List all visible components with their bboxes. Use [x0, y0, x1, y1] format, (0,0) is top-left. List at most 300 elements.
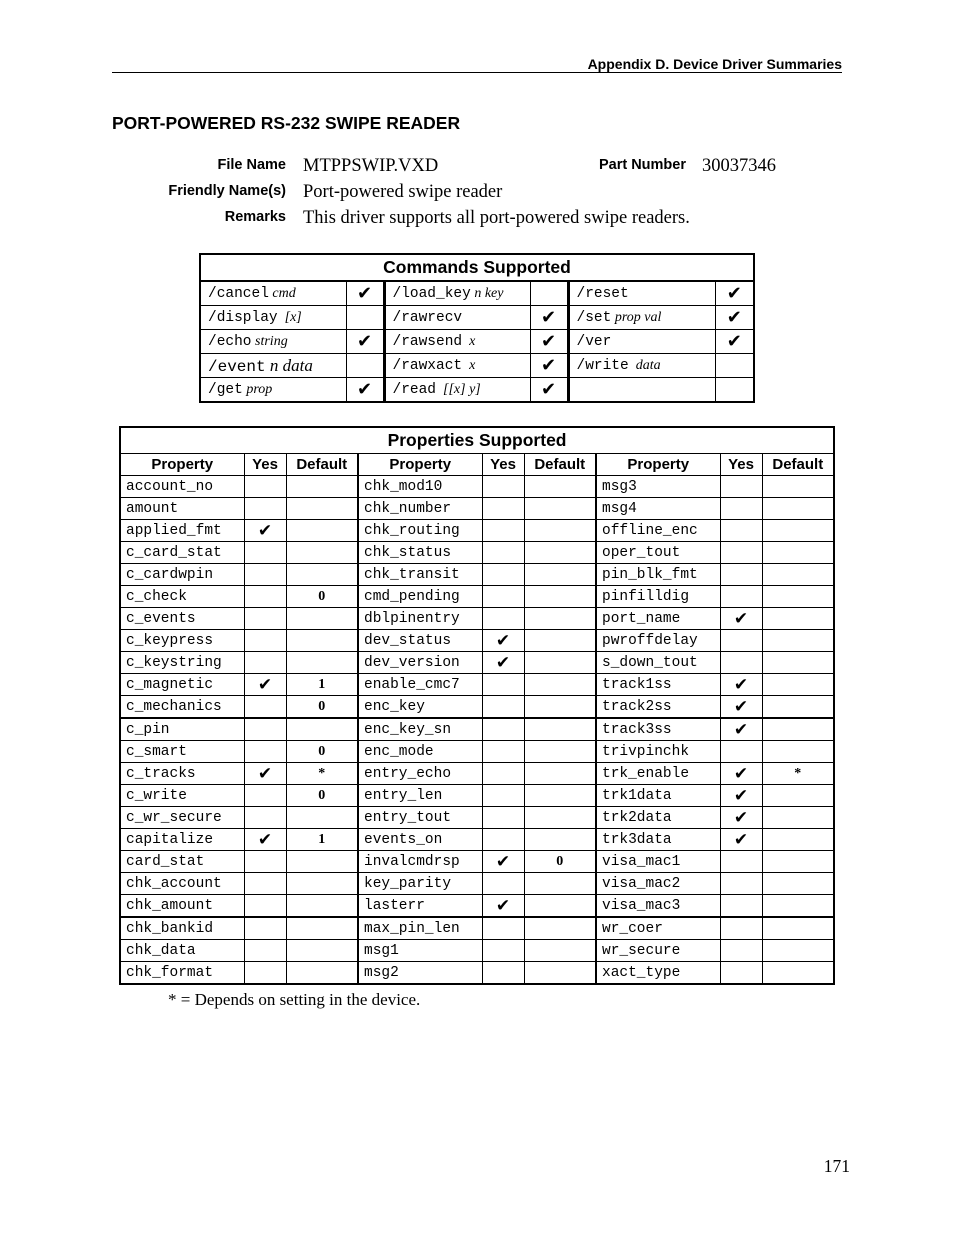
property-default — [762, 851, 834, 873]
property-yes — [720, 851, 762, 873]
column-header: Property — [120, 454, 244, 476]
property-yes — [244, 962, 286, 985]
property-name: track3ss — [596, 718, 720, 741]
property-yes — [244, 807, 286, 829]
property-name: entry_len — [358, 785, 482, 807]
property-yes — [720, 476, 762, 498]
property-default — [286, 630, 358, 652]
property-default — [286, 476, 358, 498]
property-yes: ✔ — [244, 674, 286, 696]
command-args: [x] — [277, 310, 302, 325]
property-yes — [244, 630, 286, 652]
property-name: port_name — [596, 608, 720, 630]
property-default: * — [286, 763, 358, 785]
check-mark: ✔ — [530, 306, 568, 330]
property-yes: ✔ — [720, 608, 762, 630]
property-row — [120, 608, 834, 630]
property-name: c_pin — [120, 718, 244, 741]
file-name-label: File Name — [217, 157, 286, 173]
property-name: enc_key — [358, 696, 482, 719]
command-cell — [568, 354, 715, 378]
commands-table — [199, 253, 755, 403]
property-name: chk_transit — [358, 564, 482, 586]
check-mark: ✔ — [346, 330, 384, 354]
command-cell — [568, 378, 715, 403]
column-header: Default — [524, 454, 596, 476]
section-title: PORT-POWERED RS-232 SWIPE READER — [112, 113, 461, 133]
command-name: /rawrecv — [392, 310, 463, 326]
property-yes — [482, 586, 524, 608]
property-default — [286, 895, 358, 918]
command-name: /reset — [576, 286, 629, 302]
property-yes — [482, 873, 524, 895]
property-name: visa_mac1 — [596, 851, 720, 873]
page-number: 171 — [823, 1156, 850, 1176]
property-name: oper_tout — [596, 542, 720, 564]
property-default — [524, 718, 596, 741]
footnote: * = Depends on setting in the device. — [168, 990, 421, 1009]
property-default — [762, 873, 834, 895]
check-mark — [715, 354, 754, 378]
property-default — [524, 895, 596, 918]
property-default — [762, 498, 834, 520]
command-cell — [384, 306, 530, 330]
property-default — [524, 564, 596, 586]
property-default: 0 — [286, 741, 358, 763]
command-cell — [200, 306, 346, 330]
friendly-name-label: Friendly Name(s) — [168, 183, 286, 199]
property-default — [762, 608, 834, 630]
property-name: c_magnetic — [120, 674, 244, 696]
check-mark: ✔ — [346, 378, 384, 403]
property-name: track1ss — [596, 674, 720, 696]
command-args: cmd — [268, 286, 296, 301]
property-row — [120, 785, 834, 807]
property-default — [286, 498, 358, 520]
property-yes — [244, 586, 286, 608]
property-yes — [244, 608, 286, 630]
property-yes — [720, 630, 762, 652]
property-default: 0 — [286, 696, 358, 719]
property-yes — [244, 476, 286, 498]
property-default: 1 — [286, 829, 358, 851]
property-yes — [482, 608, 524, 630]
property-yes — [482, 718, 524, 741]
check-mark — [346, 354, 384, 378]
property-default — [524, 741, 596, 763]
property-yes — [720, 586, 762, 608]
property-row — [120, 652, 834, 674]
property-default — [524, 608, 596, 630]
property-row — [120, 807, 834, 829]
column-header: Yes — [720, 454, 762, 476]
property-default — [286, 807, 358, 829]
command-args: [[x] y] — [436, 382, 481, 397]
property-default — [762, 564, 834, 586]
property-name: pwroffdelay — [596, 630, 720, 652]
property-default — [286, 962, 358, 985]
property-default — [524, 917, 596, 940]
property-row — [120, 763, 834, 785]
command-name: /event — [208, 357, 266, 376]
property-yes — [244, 696, 286, 719]
property-row — [120, 718, 834, 741]
command-args: data — [628, 358, 661, 373]
property-yes — [482, 741, 524, 763]
property-yes — [482, 962, 524, 985]
property-yes: ✔ — [720, 718, 762, 741]
property-yes — [244, 564, 286, 586]
property-yes: ✔ — [482, 630, 524, 652]
property-name: c_write — [120, 785, 244, 807]
property-name: c_wr_secure — [120, 807, 244, 829]
property-name: amount — [120, 498, 244, 520]
command-cell — [200, 354, 346, 378]
check-mark: ✔ — [530, 330, 568, 354]
property-row — [120, 851, 834, 873]
property-row — [120, 895, 834, 918]
command-cell — [200, 281, 346, 306]
property-name: chk_status — [358, 542, 482, 564]
property-yes — [482, 520, 524, 542]
property-row — [120, 520, 834, 542]
property-yes — [720, 895, 762, 918]
property-yes — [244, 785, 286, 807]
property-default — [524, 873, 596, 895]
property-name: msg3 — [596, 476, 720, 498]
property-row — [120, 542, 834, 564]
command-args: prop val — [611, 310, 662, 325]
property-name: dev_version — [358, 652, 482, 674]
property-name: trivpinchk — [596, 741, 720, 763]
property-yes — [720, 741, 762, 763]
property-yes: ✔ — [720, 785, 762, 807]
property-yes — [482, 785, 524, 807]
column-header: Yes — [244, 454, 286, 476]
property-default: 0 — [286, 785, 358, 807]
command-args: x — [462, 334, 476, 349]
property-default — [286, 564, 358, 586]
property-name: chk_mod10 — [358, 476, 482, 498]
property-yes — [482, 476, 524, 498]
properties-header-row — [120, 454, 834, 476]
property-row — [120, 962, 834, 985]
property-yes — [482, 564, 524, 586]
command-row — [200, 378, 754, 403]
property-default — [286, 718, 358, 741]
command-cell — [568, 281, 715, 306]
property-name: card_stat — [120, 851, 244, 873]
property-name: msg2 — [358, 962, 482, 985]
command-row — [200, 330, 754, 354]
column-header: Default — [286, 454, 358, 476]
property-name: s_down_tout — [596, 652, 720, 674]
property-default — [762, 476, 834, 498]
property-name: enc_key_sn — [358, 718, 482, 741]
property-row — [120, 674, 834, 696]
property-name: c_mechanics — [120, 696, 244, 719]
command-name: /get — [208, 382, 243, 398]
command-name: /ver — [576, 334, 612, 350]
property-yes — [244, 851, 286, 873]
property-name: chk_number — [358, 498, 482, 520]
property-default — [524, 630, 596, 652]
property-default — [286, 873, 358, 895]
property-default — [524, 520, 596, 542]
command-args: n data — [265, 355, 313, 375]
property-name: trk1data — [596, 785, 720, 807]
property-default — [524, 674, 596, 696]
property-yes — [720, 940, 762, 962]
property-name: enc_mode — [358, 741, 482, 763]
property-yes: ✔ — [720, 674, 762, 696]
property-default — [524, 652, 596, 674]
property-yes — [482, 807, 524, 829]
property-default — [762, 696, 834, 719]
property-name: chk_account — [120, 873, 244, 895]
property-yes: ✔ — [244, 520, 286, 542]
command-args: n key — [470, 286, 504, 301]
property-default — [762, 741, 834, 763]
property-name: c_keystring — [120, 652, 244, 674]
property-default — [762, 829, 834, 851]
property-yes — [482, 829, 524, 851]
property-default — [762, 917, 834, 940]
property-name: offline_enc — [596, 520, 720, 542]
property-yes — [244, 498, 286, 520]
property-row — [120, 917, 834, 940]
property-name: applied_fmt — [120, 520, 244, 542]
command-name: /load_key — [392, 286, 471, 302]
check-mark: ✔ — [530, 378, 568, 403]
property-name: dev_status — [358, 630, 482, 652]
running-header: Appendix D. Device Driver Summaries — [587, 56, 842, 72]
property-default — [762, 940, 834, 962]
property-name: c_smart — [120, 741, 244, 763]
property-default — [524, 586, 596, 608]
property-name: c_check — [120, 586, 244, 608]
command-name: /write — [576, 358, 629, 374]
property-default: 0 — [286, 586, 358, 608]
property-default: 0 — [524, 851, 596, 873]
check-mark — [715, 378, 754, 403]
property-default — [762, 542, 834, 564]
part-number-label: Part Number — [598, 157, 686, 173]
command-name: /read — [392, 382, 437, 398]
property-default — [286, 917, 358, 940]
command-name: /rawsend — [392, 334, 463, 350]
property-name: pin_blk_fmt — [596, 564, 720, 586]
property-yes — [244, 718, 286, 741]
property-row — [120, 696, 834, 719]
property-name: trk_enable — [596, 763, 720, 785]
property-default — [286, 851, 358, 873]
check-mark: ✔ — [530, 354, 568, 378]
property-name: cmd_pending — [358, 586, 482, 608]
property-default — [286, 940, 358, 962]
property-name: max_pin_len — [358, 917, 482, 940]
property-name: xact_type — [596, 962, 720, 985]
property-name: chk_routing — [358, 520, 482, 542]
property-yes — [482, 696, 524, 719]
property-yes — [720, 873, 762, 895]
property-yes — [482, 674, 524, 696]
property-yes: ✔ — [720, 763, 762, 785]
command-args: prop — [242, 382, 273, 397]
property-yes: ✔ — [244, 829, 286, 851]
property-default — [762, 630, 834, 652]
property-yes — [244, 940, 286, 962]
property-default — [762, 807, 834, 829]
property-default — [286, 652, 358, 674]
property-default — [524, 807, 596, 829]
command-args: string — [251, 334, 288, 349]
property-name: entry_echo — [358, 763, 482, 785]
property-default — [762, 520, 834, 542]
check-mark: ✔ — [715, 330, 754, 354]
property-default — [762, 785, 834, 807]
property-name: trk2data — [596, 807, 720, 829]
property-yes — [244, 741, 286, 763]
property-row — [120, 564, 834, 586]
property-yes — [482, 763, 524, 785]
property-yes — [482, 940, 524, 962]
property-default — [524, 829, 596, 851]
property-name: key_parity — [358, 873, 482, 895]
property-name: events_on — [358, 829, 482, 851]
command-name: /cancel — [208, 286, 269, 302]
property-yes: ✔ — [244, 763, 286, 785]
property-row — [120, 476, 834, 498]
property-name: chk_format — [120, 962, 244, 985]
command-cell — [568, 330, 715, 354]
property-default — [524, 962, 596, 985]
command-args: x — [462, 358, 476, 373]
property-name: msg4 — [596, 498, 720, 520]
property-row — [120, 630, 834, 652]
command-row — [200, 281, 754, 306]
command-cell — [200, 378, 346, 403]
property-name: pinfilldig — [596, 586, 720, 608]
property-row — [120, 873, 834, 895]
property-default — [762, 652, 834, 674]
header-rule — [112, 72, 842, 73]
property-yes — [482, 917, 524, 940]
friendly-name-value: Port-powered swipe reader — [303, 182, 503, 202]
property-yes — [244, 652, 286, 674]
property-name: chk_bankid — [120, 917, 244, 940]
property-yes — [720, 917, 762, 940]
property-name: c_tracks — [120, 763, 244, 785]
column-header: Property — [596, 454, 720, 476]
property-name: dblpinentry — [358, 608, 482, 630]
command-name: /echo — [208, 334, 252, 350]
properties-caption: Properties Supported — [120, 427, 834, 454]
property-default: * — [762, 763, 834, 785]
column-header: Property — [358, 454, 482, 476]
command-cell — [384, 378, 530, 403]
command-row — [200, 354, 754, 378]
property-yes: ✔ — [482, 851, 524, 873]
property-name: capitalize — [120, 829, 244, 851]
commands-caption: Commands Supported — [200, 254, 754, 281]
command-name: /set — [576, 310, 612, 326]
property-name: track2ss — [596, 696, 720, 719]
property-row — [120, 940, 834, 962]
property-default — [286, 542, 358, 564]
properties-table — [119, 426, 835, 985]
property-yes — [720, 564, 762, 586]
property-default: 1 — [286, 674, 358, 696]
property-default — [286, 520, 358, 542]
check-mark — [346, 306, 384, 330]
property-yes: ✔ — [720, 829, 762, 851]
property-name: enable_cmc7 — [358, 674, 482, 696]
property-default — [524, 763, 596, 785]
property-yes — [244, 917, 286, 940]
property-name: chk_data — [120, 940, 244, 962]
property-default — [524, 785, 596, 807]
property-name: visa_mac3 — [596, 895, 720, 918]
property-yes: ✔ — [720, 807, 762, 829]
command-cell — [384, 330, 530, 354]
property-name: entry_tout — [358, 807, 482, 829]
property-default — [762, 895, 834, 918]
property-name: lasterr — [358, 895, 482, 918]
property-name: msg1 — [358, 940, 482, 962]
property-yes — [720, 542, 762, 564]
property-yes — [720, 520, 762, 542]
property-yes — [720, 652, 762, 674]
property-default — [762, 718, 834, 741]
command-name: /display — [208, 310, 278, 326]
property-row — [120, 741, 834, 763]
property-yes: ✔ — [482, 895, 524, 918]
property-yes — [244, 873, 286, 895]
property-row — [120, 586, 834, 608]
property-default — [524, 696, 596, 719]
property-yes — [720, 498, 762, 520]
property-yes — [482, 542, 524, 564]
command-cell — [384, 354, 530, 378]
file-name-value: MTPPSWIP.VXD — [303, 156, 439, 176]
property-default — [524, 498, 596, 520]
property-yes — [720, 962, 762, 985]
property-name: c_cardwpin — [120, 564, 244, 586]
command-row — [200, 306, 754, 330]
column-header: Yes — [482, 454, 524, 476]
property-yes — [244, 542, 286, 564]
check-mark: ✔ — [715, 281, 754, 306]
property-yes — [244, 895, 286, 918]
property-default — [524, 940, 596, 962]
command-cell — [384, 281, 530, 306]
property-yes: ✔ — [482, 652, 524, 674]
property-default — [524, 476, 596, 498]
column-header: Default — [762, 454, 834, 476]
check-mark: ✔ — [715, 306, 754, 330]
property-default — [762, 674, 834, 696]
property-default — [762, 586, 834, 608]
remarks-value: This driver supports all port-powered swipe readers. — [303, 208, 690, 228]
property-yes: ✔ — [720, 696, 762, 719]
property-name: invalcmdrsp — [358, 851, 482, 873]
property-row — [120, 498, 834, 520]
command-name: /rawxact — [392, 358, 463, 374]
command-cell — [200, 330, 346, 354]
property-name: c_events — [120, 608, 244, 630]
property-yes — [482, 498, 524, 520]
